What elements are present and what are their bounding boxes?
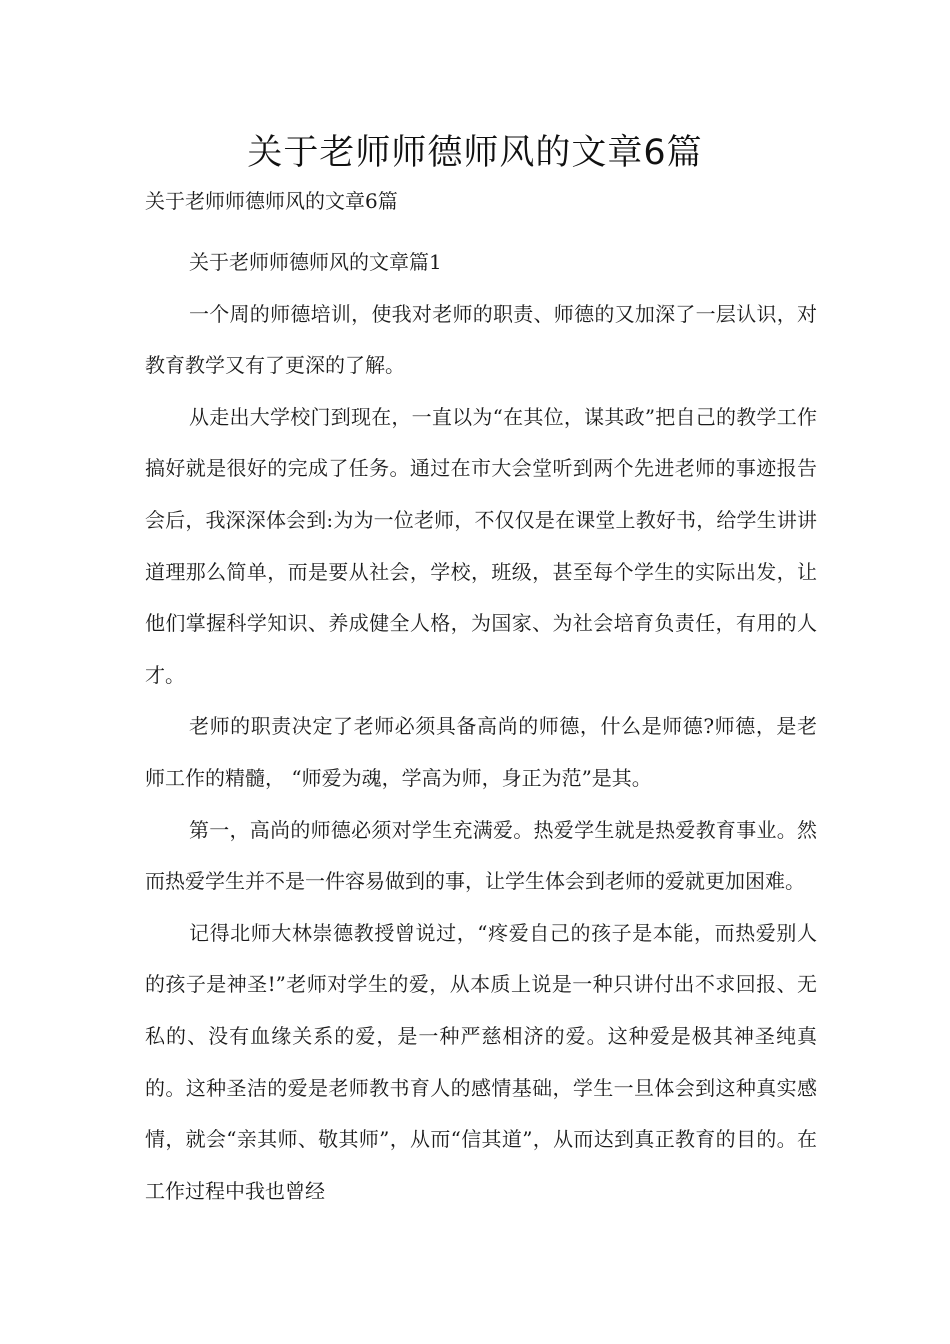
- paragraph: 第一，高尚的师德必须对学生充满爱。热爱学生就是热爱教育事业。然而热爱学生并不是一件容易做到的事，让学生体会到老师的爱就更加困难。: [145, 817, 817, 894]
- document-body: [145, 237, 817, 1217]
- paragraph: 从走出大学校门到现在，一直以为“在其位，谋其政”把自己的教学工作搞好就是很好的完成了任务。通过在市大会堂听到两个先进老师的事迹报告会后，我深深体会到:为为一位老师，不仅仅是在课堂上教好书，给学生讲讲道理那么简单，而是要从社会，学校，班级，甚至每个学生的实际出发，让他们掌握科学知识、养成健全人格，为国家、为社会培育负责任，有用的人才。: [145, 404, 817, 687]
- document-subtitle: 关于老师师德师风的文章6篇: [145, 189, 398, 213]
- document-title: 关于老师师德师风的文章6篇: [247, 133, 703, 173]
- paragraph: 老师的职责决定了老师必须具备高尚的师德，什么是师德?师德，是老师工作的精髓， “师爱为魂，学高为师，身正为范”是其。: [145, 714, 817, 790]
- section-heading: 关于老师师德师风的文章篇1: [189, 250, 442, 274]
- paragraph: 记得北师大林崇德教授曾说过，“疼爱自己的孩子是本能，而热爱别人的孩子是神圣!”老师对学生的爱，从本质上说是一种只讲付出不求回报、无私的、没有血缘关系的爱，是一种严慈相济的爱。这种爱是极其神圣纯真的。这种圣洁的爱是老师教书育人的感情基础，学生一旦体会到这种真实感情，就会“亲其师、敬其师”，从而“信其道”，从而达到真正教育的目的。在工作过程中我也曾经: [145, 920, 817, 1203]
- paragraph: 一个周的师德培训，使我对老师的职责、师德的又加深了一层认识，对教育教学又有了更深的了解。: [145, 301, 817, 378]
